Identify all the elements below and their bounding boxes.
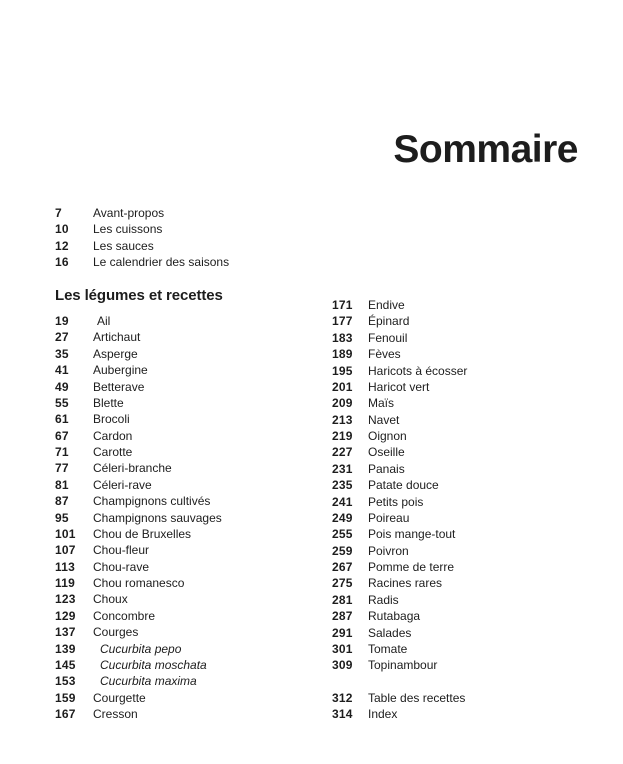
toc-page-number: 101 <box>55 526 76 541</box>
toc-page-number: 227 <box>332 445 353 460</box>
toc-page-number: 167 <box>55 707 76 721</box>
toc-entry <box>55 673 222 689</box>
toc-entry-label: Cucurbita pepo <box>100 641 182 656</box>
toc-page-number: 87 <box>55 494 69 509</box>
toc-entry <box>55 428 222 444</box>
toc-entry-label: Maïs <box>368 396 395 411</box>
toc-entry-label: Courgette <box>93 690 146 705</box>
toc-page-number: 213 <box>332 412 353 427</box>
toc-entry-label: Blette <box>93 395 124 410</box>
toc-column-right <box>332 297 467 674</box>
toc-page-number: 139 <box>55 641 76 656</box>
toc-entry <box>332 592 467 608</box>
toc-entry <box>332 297 467 313</box>
toc-entry <box>332 526 467 542</box>
toc-entry-label: Asperge <box>93 346 138 361</box>
toc-page-number: 12 <box>55 238 69 253</box>
toc-entry-label: Carotte <box>93 445 133 459</box>
toc-entry-label: Racines rares <box>368 576 443 591</box>
section-heading: Les légumes et recettes <box>55 287 223 304</box>
toc-entry <box>332 313 467 329</box>
toc-entry <box>55 608 222 624</box>
toc-entry <box>55 362 222 378</box>
toc-entry <box>332 395 467 411</box>
page-title: Sommaire <box>393 128 578 171</box>
toc-entry <box>332 330 467 346</box>
toc-entry-label: Champignons sauvages <box>93 510 222 525</box>
toc-page-number: 35 <box>55 346 69 361</box>
toc-page-number: 171 <box>332 298 353 312</box>
toc-entry <box>55 657 222 673</box>
toc-entry-label: Les cuissons <box>93 222 163 237</box>
toc-entry <box>55 575 222 591</box>
toc-page-number: 55 <box>55 395 69 410</box>
toc-entry <box>332 706 465 722</box>
toc-page-number: 49 <box>55 379 69 394</box>
toc-entry <box>332 510 467 526</box>
toc-page-number: 67 <box>55 428 69 443</box>
toc-entry-label: Oignon <box>368 429 407 443</box>
toc-entry-label: Artichaut <box>93 330 141 345</box>
toc-entry-label: Le calendrier des saisons <box>93 255 230 270</box>
toc-entry-label: Poivron <box>368 543 409 558</box>
toc-entry-label: Table des recettes <box>368 691 466 705</box>
toc-page-number: 177 <box>332 314 353 329</box>
toc-entry <box>55 591 222 607</box>
toc-entry <box>332 575 467 591</box>
toc-page-number: 314 <box>332 707 353 722</box>
toc-entry-label: Chou-rave <box>93 559 150 574</box>
toc-page-number: 231 <box>332 461 353 476</box>
toc-entry-label: Chou romanesco <box>93 576 185 590</box>
toc-entry <box>55 641 222 657</box>
toc-entry <box>55 346 222 362</box>
toc-page-number: 61 <box>55 412 69 427</box>
toc-page-number: 27 <box>55 330 69 345</box>
toc-column-left <box>55 313 222 722</box>
toc-page-number: 275 <box>332 576 353 591</box>
toc-page-number: 153 <box>55 674 76 689</box>
toc-entry <box>332 444 467 460</box>
toc-entry-label: Endive <box>368 298 405 312</box>
toc-page-number: 312 <box>332 691 353 705</box>
toc-entry <box>55 329 222 345</box>
toc-page-number: 19 <box>55 314 69 328</box>
toc-entry-label: Haricot vert <box>368 379 430 394</box>
toc-entry <box>332 379 467 395</box>
toc-entry-label: Fèves <box>368 347 401 362</box>
toc-entry-label: Cucurbita moschata <box>100 657 207 672</box>
toc-entry-label: Choux <box>93 592 128 607</box>
toc-entry <box>55 460 222 476</box>
toc-page-number: 7 <box>55 206 62 220</box>
toc-entry-label: Champignons cultivés <box>93 494 211 509</box>
toc-page-number: 219 <box>332 429 353 443</box>
toc-page-number: 291 <box>332 625 353 640</box>
toc-page-number: 235 <box>332 478 353 493</box>
back-matter-list <box>332 690 465 723</box>
toc-entry <box>55 238 229 254</box>
toc-entry <box>55 254 229 270</box>
toc-entry <box>55 706 222 722</box>
toc-entry <box>332 461 467 477</box>
toc-page-number: 209 <box>332 396 353 411</box>
toc-entry-label: Petits pois <box>368 494 424 509</box>
toc-entry <box>55 313 222 329</box>
toc-entry <box>55 221 229 237</box>
toc-entry <box>332 641 467 657</box>
toc-page-number: 77 <box>55 461 69 476</box>
toc-page-number: 301 <box>332 641 353 656</box>
toc-entry <box>55 624 222 640</box>
toc-entry <box>55 542 222 558</box>
toc-page-number: 189 <box>332 347 353 362</box>
toc-entry <box>332 428 467 444</box>
toc-page-number: 281 <box>332 592 353 607</box>
toc-page-number: 10 <box>55 222 69 237</box>
toc-page-number: 259 <box>332 543 353 558</box>
toc-entry-label: Haricots à écosser <box>368 363 468 378</box>
toc-page-number: 249 <box>332 510 353 525</box>
toc-page-number: 71 <box>55 445 69 459</box>
toc-page-number: 201 <box>332 379 353 394</box>
toc-entry <box>332 494 467 510</box>
toc-entry <box>55 526 222 542</box>
toc-entry-label: Brocoli <box>93 412 130 427</box>
toc-entry-label: Poireau <box>368 510 410 525</box>
toc-entry <box>332 657 467 673</box>
toc-entry-label: Cresson <box>93 707 138 721</box>
toc-page-number: 107 <box>55 543 76 558</box>
toc-entry-label: Pois mange-tout <box>368 527 456 542</box>
toc-entry-label: Céleri-branche <box>93 461 172 476</box>
toc-page-number: 159 <box>55 690 76 705</box>
toc-entry-label: Les sauces <box>93 238 154 253</box>
toc-page-number: 183 <box>332 330 353 345</box>
toc-entry <box>55 493 222 509</box>
toc-page-number: 195 <box>332 363 353 378</box>
toc-entry <box>332 477 467 493</box>
toc-entry <box>55 395 222 411</box>
toc-entry <box>332 543 467 559</box>
toc-entry-label: Salades <box>368 625 412 640</box>
toc-entry-label: Topinambour <box>368 658 438 673</box>
toc-entry <box>55 510 222 526</box>
toc-entry-label: Aubergine <box>93 363 148 378</box>
toc-entry <box>332 412 467 428</box>
toc-entry <box>332 690 465 706</box>
toc-entry <box>55 477 222 493</box>
toc-entry <box>332 363 467 379</box>
toc-entry <box>332 559 467 575</box>
toc-entry-label: Pomme de terre <box>368 560 455 574</box>
toc-page-number: 123 <box>55 592 76 607</box>
toc-entry <box>55 411 222 427</box>
toc-entry <box>55 379 222 395</box>
toc-entry-label: Courges <box>93 625 139 640</box>
toc-entry <box>332 625 467 641</box>
toc-page-number: 255 <box>332 527 353 542</box>
toc-entry-label: Index <box>368 707 398 722</box>
toc-page-number: 287 <box>332 609 353 624</box>
toc-entry <box>55 444 222 460</box>
toc-entry-label: Cucurbita maxima <box>100 674 197 689</box>
toc-entry-label: Cardon <box>93 428 133 443</box>
toc-entry-label: Avant-propos <box>93 206 165 220</box>
toc-entry-label: Oseille <box>368 445 405 460</box>
toc-page-number: 81 <box>55 477 69 492</box>
toc-page-number: 137 <box>55 625 76 640</box>
toc-page-number: 95 <box>55 510 69 525</box>
toc-entry-label: Tomate <box>368 641 408 656</box>
toc-page-number: 267 <box>332 560 353 574</box>
toc-entry <box>55 559 222 575</box>
toc-page-number: 241 <box>332 494 353 509</box>
toc-entry-label: Patate douce <box>368 478 439 493</box>
front-matter-list <box>55 205 229 271</box>
toc-entry-label: Céleri-rave <box>93 477 152 492</box>
toc-page-number: 309 <box>332 658 353 673</box>
toc-entry-label: Fenouil <box>368 330 408 345</box>
toc-entry <box>55 205 229 221</box>
toc-entry-label: Panais <box>368 461 405 476</box>
toc-page-number: 16 <box>55 255 69 270</box>
toc-page-number: 113 <box>55 559 75 574</box>
toc-page-number: 129 <box>55 608 76 623</box>
toc-page-number: 119 <box>55 576 75 590</box>
toc-entry-label: Chou-fleur <box>93 543 150 558</box>
toc-entry-label: Concombre <box>93 608 156 623</box>
toc-entry-label: Radis <box>368 592 399 607</box>
toc-entry-label: Rutabaga <box>368 609 421 624</box>
toc-entry-label: Chou de Bruxelles <box>93 526 192 541</box>
toc-entry <box>332 346 467 362</box>
toc-page-number: 145 <box>55 657 76 672</box>
toc-entry <box>55 690 222 706</box>
toc-entry-label: Ail <box>97 314 111 328</box>
toc-entry-label: Betterave <box>93 379 145 394</box>
toc-entry-label: Navet <box>368 412 400 427</box>
toc-page-number: 41 <box>55 363 69 378</box>
toc-entry-label: Épinard <box>368 314 410 329</box>
toc-entry <box>332 608 467 624</box>
